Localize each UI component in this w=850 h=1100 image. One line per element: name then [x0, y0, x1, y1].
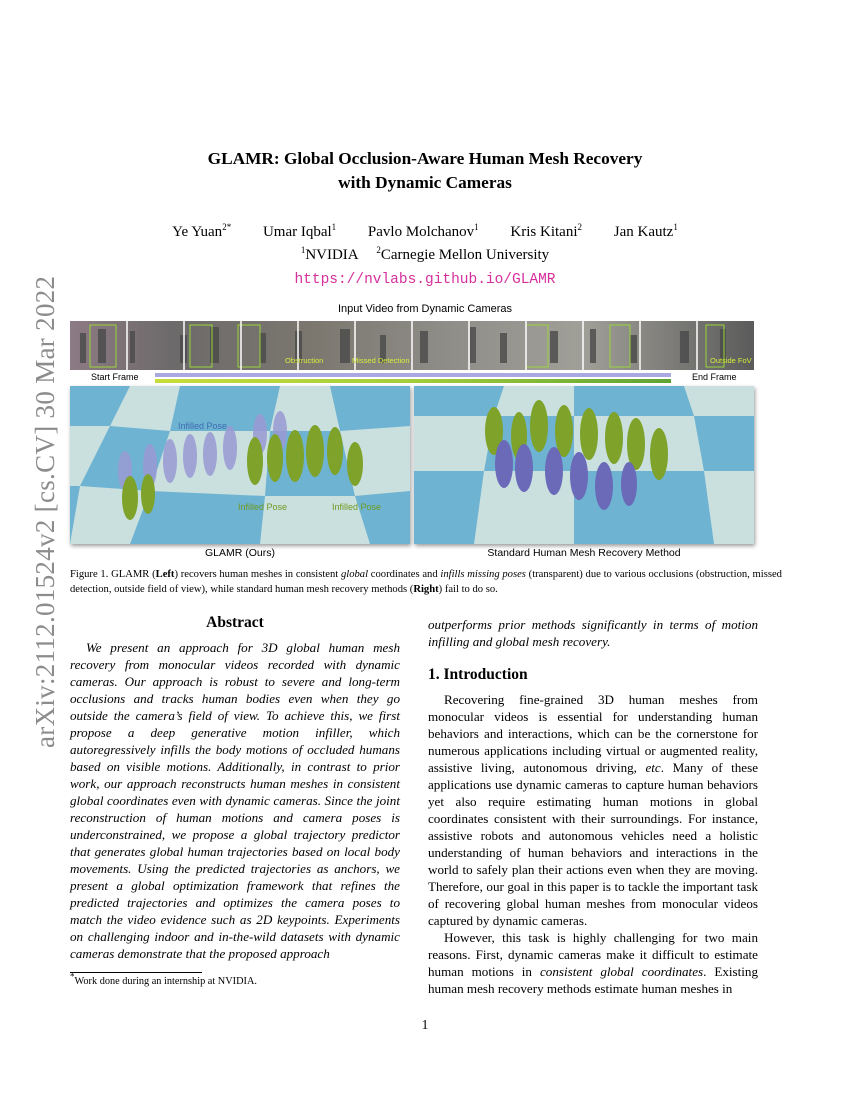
frame-tag-obstruction: Obstruction	[285, 356, 324, 365]
right-column	[428, 616, 758, 997]
figure-caption: Figure 1. GLAMR (Left) recovers human meshes in consistent global coordinates and infills missing poses (transparent) due to various occlusions (obstruction, missed detection, outside field of view), while standard human mesh recovery methods (Right) fail to do so.	[70, 569, 782, 595]
glamr-result-panel	[70, 386, 410, 544]
author: Umar Iqbal$^1$	[262, 222, 337, 240]
end-frame-label: End Frame	[692, 372, 737, 382]
footnote: *Work done during an internship at NVIDIA.	[70, 971, 257, 987]
introduction-heading: 1. Introduction	[428, 666, 528, 683]
affiliations	[0, 247, 850, 264]
abstract-heading: Abstract	[206, 614, 264, 631]
right-panel-label: Standard Human Mesh Recovery Method	[487, 547, 681, 559]
arxiv-stamp-text: arXiv:2112.01524v2 [cs.CV] 30 Mar 2022	[30, 275, 60, 748]
infilled-pose-label: Infilled Pose	[178, 421, 228, 431]
glamr-scene-image	[70, 386, 410, 544]
frame-tag-outside-fov: Outside FoV	[710, 356, 752, 365]
affiliation: $^1$NVIDIA	[300, 245, 359, 263]
affiliation: $^2$Carnegie Mellon University	[376, 245, 550, 263]
project-url-link[interactable]: https://nvlabs.github.io/GLAMR	[294, 272, 556, 288]
author: Jan Kautz$^1$	[613, 222, 678, 240]
infilled-pose-label: Infilled Pose	[332, 502, 382, 512]
left-panel-label: GLAMR (Ours)	[204, 547, 275, 559]
author: Kris Kitani$^2$	[510, 222, 582, 240]
frame-tag-missed-detection: Missed Detection	[352, 356, 410, 365]
abstract-section	[70, 614, 400, 962]
intro-paragraph-2: However, this task is highly challenging for two main reasons. First, dynamic cameras make it difficult to estimate human motions in consistent global coordinates. Existing human mesh recovery methods estimate human meshes in	[428, 930, 759, 996]
abstract-body: We present an approach for 3D global human mesh recovery from monocular videos recorded with dynamic cameras. Our approach is robust to severe and long-term occlusions and tracks human bodies even when they go outside the camera’s field of view. To achieve this, we first propose a deep generative motion infiller, which autoregressively infills the body motions of occluded humans based on visible motions. Additionally, in contrast to prior work, our approach reconstructs human meshes in consistent global coordinates even with dynamic cameras. Since the joint reconstruction of human motions and camera poses is underconstrained, we propose a global trajectory predictor that generates global human trajectories based on local body movements. Using the predicted trajectories as anchors, we present a global optimization framework that refines the predicted trajectories and optimizes the camera poses to match the video evidence such as 2D keypoints. Experiments on challenging indoor and in-the-wild datasets with dynamic cameras demonstrate that the proposed approach	[70, 640, 400, 961]
start-frame-label: Start Frame	[91, 372, 139, 382]
author: Pavlo Molchanov$^1$	[367, 222, 479, 240]
filmstrip-image	[70, 321, 754, 370]
input-video-filmstrip	[70, 321, 754, 370]
page-number: 1	[421, 1017, 429, 1032]
baseline-scene-image	[414, 386, 754, 544]
title-line-2: with Dynamic Cameras	[338, 173, 512, 192]
intro-paragraph-1: Recovering fine-grained 3D human meshes from monocular videos is essential for understanding human behaviors and interactions, which can be the cornerstone for numerous applications including virtual or augmented reality, assistive living, autonomous driving, etc. Many of these applications use dynamic cameras to capture human behaviors yet also require estimating human motions in global coordinates consistent with their surroundings. For instance, assistive robots and autonomous vehicles need a holistic understanding of human behaviors and interactions in the world to safely plan their actions even when they are moving. Therefore, our goal in this paper is to tackle the important task of recovering global human meshes from monocular videos captured by dynamic cameras.	[428, 692, 759, 928]
timeline-bar-purple	[155, 373, 671, 377]
footnote-rule	[70, 972, 202, 973]
baseline-result-panel	[414, 386, 754, 544]
paper-title	[0, 147, 850, 195]
author-list	[0, 224, 850, 241]
author: Ye Yuan$^{2*}$	[172, 222, 232, 240]
timeline-bar-green	[155, 379, 671, 383]
abstract-continuation: outperforms prior methods significantly in terms of motion infilling and global mesh recovery.	[428, 617, 758, 649]
title-line-1: GLAMR: Global Occlusion-Aware Human Mesh Recovery	[207, 149, 643, 168]
figure-top-label: Input Video from Dynamic Cameras	[337, 303, 513, 315]
infilled-pose-label: Infilled Pose	[238, 502, 288, 512]
arxiv-stamp	[6, 275, 60, 748]
